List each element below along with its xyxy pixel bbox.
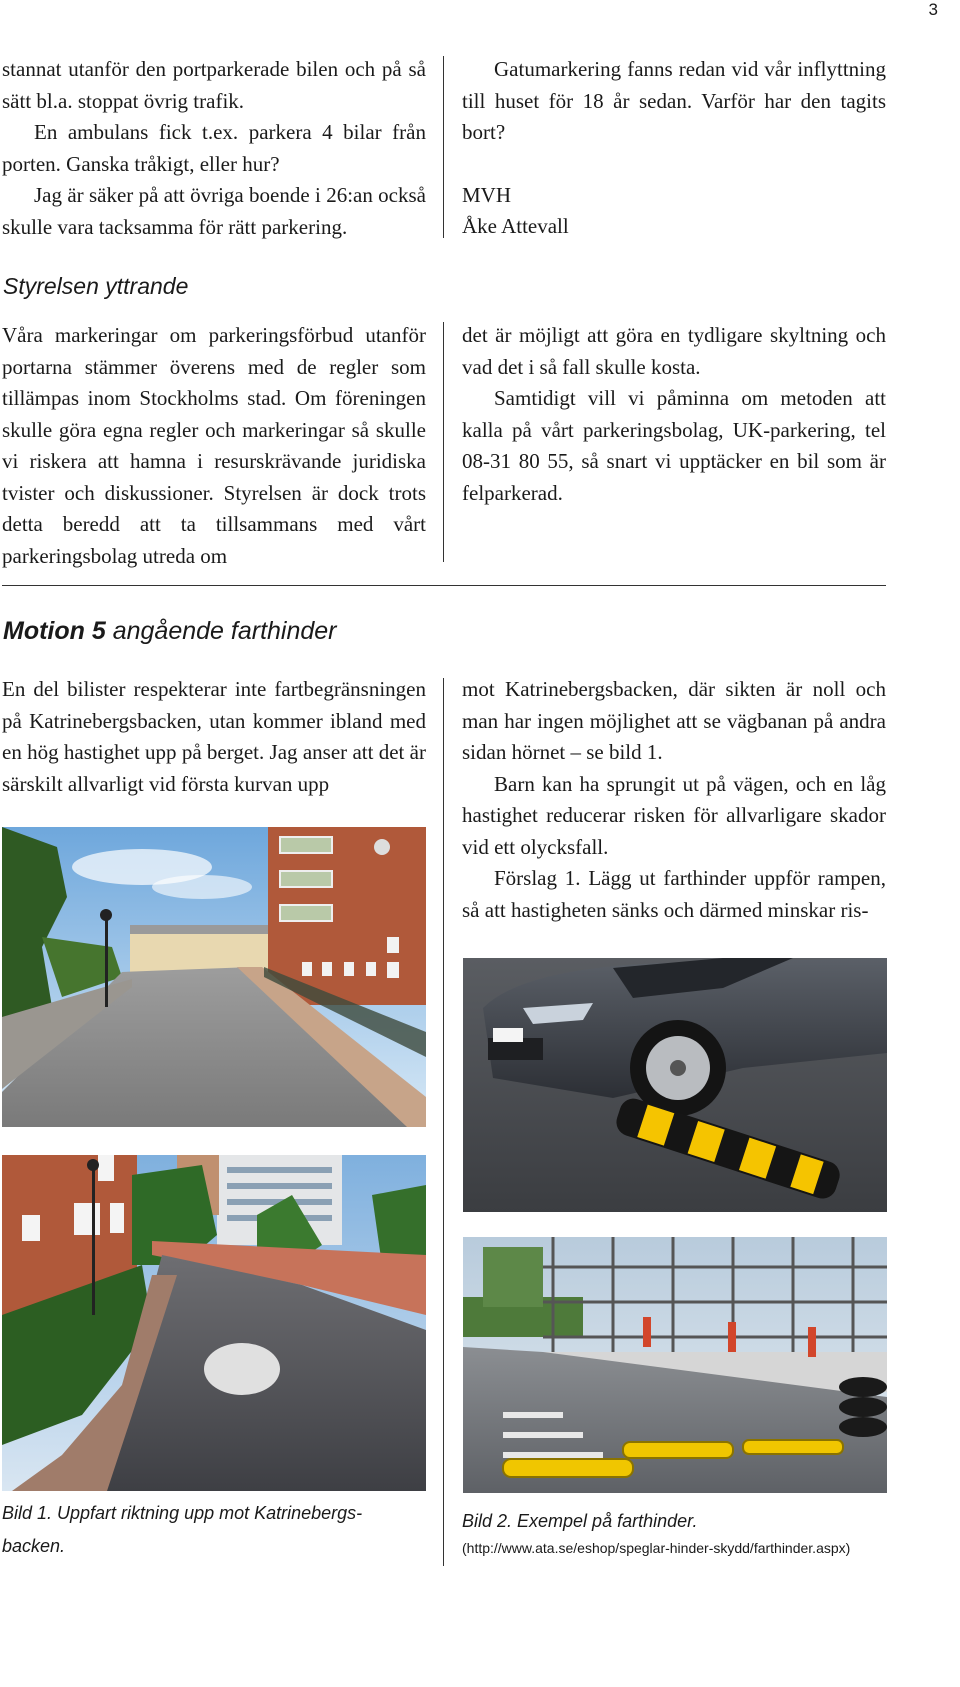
response-paragraph: Samtidigt vill vi påminna om metoden att kalla på vårt parkeringsbolag, UK-parkering, tel 08-31 80 55, så snart vi upptäcker en bil som är felparkerad. xyxy=(462,386,886,505)
letter-left-column xyxy=(2,54,426,243)
motion-left-column xyxy=(2,674,426,800)
motion-paragraph: Förslag 1. Lägg ut farthinder uppför rampen, så att hastigheten sänks och därmed minskar ris- xyxy=(462,866,886,922)
response-left-column xyxy=(2,320,426,572)
column-divider xyxy=(443,678,444,1566)
column-divider xyxy=(443,322,444,562)
page-number: 3 xyxy=(928,0,938,19)
letter-paragraph: Gatumarkering fanns redan vid vår inflyttning till huset för 18 år sedan. Varför har den tagits bort? xyxy=(462,57,886,144)
letter-author: Åke Attevall xyxy=(462,214,569,238)
letter-signoff: MVH xyxy=(462,182,512,207)
letter-paragraph: Jag är säker på att övriga boende i 26:an också skulle vara tacksamma för rätt parkering. xyxy=(2,183,426,239)
caption-bild-1: Bild 1. Uppfart riktning upp mot Katrinebergs-backen. xyxy=(2,1503,363,1556)
motion-heading-title: angående farthinder xyxy=(105,617,337,645)
photo-car-speedbump xyxy=(463,958,887,1212)
response-right-column xyxy=(462,320,886,509)
photo-ramp-curve xyxy=(2,1155,426,1491)
caption-bild-2-text: Bild 2. Exempel på farthinder. xyxy=(462,1511,698,1531)
motion-heading xyxy=(3,617,337,646)
motion-paragraph: mot Katrinebergsbacken, där sikten är noll och man har ingen möjlighet att se vägbanan på andra sidan hörnet – se bild 1. xyxy=(462,677,886,764)
motion-paragraph: Barn kan ha sprungit ut på vägen, och en låg hastighet reducerar risken för allvarligare skador vid ett olycksfall. xyxy=(462,771,886,859)
letter-right-column xyxy=(462,54,886,243)
caption-bild-2 xyxy=(462,1505,886,1558)
column-divider xyxy=(443,56,444,238)
caption-bild-2-url: (http://www.ata.se/eshop/speglar-hinder-skydd/farthinder.aspx) xyxy=(462,1540,851,1556)
photo-parking-speedbumps xyxy=(463,1237,887,1493)
letter-paragraph: stannat utanför den portparkerade bilen och på så sätt bl.a. stoppat övrig trafik. xyxy=(2,57,426,113)
motion-paragraph: En del bilister respekterar inte fartbegränsningen på Katrinebergsbacken, utan kommer ibland med en hög hastighet upp på berget. Jag anser att det är särskilt allvarligt vid första kurvan upp xyxy=(2,677,426,796)
section-divider xyxy=(2,585,886,586)
motion-right-column xyxy=(462,674,886,926)
section-heading-styrelsen: Styrelsen yttrande xyxy=(3,273,189,299)
photo-ramp-top xyxy=(2,827,426,1127)
motion-heading-number: Motion 5 xyxy=(3,617,106,645)
response-paragraph: Våra markeringar om parkeringsförbud utanför portarna stämmer överens med de regler som tillämpas inom Stockholms stad. Om föreningen skulle göra egna regler och markeringar så skulle vi riskera att hamna i resurskrävande juridiska tvister och diskussioner. Styrelsen är dock trots detta beredd att ta tillsammans med vårt parkeringsbolag utreda om xyxy=(2,323,426,568)
response-paragraph: det är möjligt att göra en tydligare skyltning och vad det i så fall skulle kosta. xyxy=(462,323,886,379)
letter-paragraph: En ambulans fick t.ex. parkera 4 bilar från porten. Ganska tråkigt, eller hur? xyxy=(2,120,426,176)
